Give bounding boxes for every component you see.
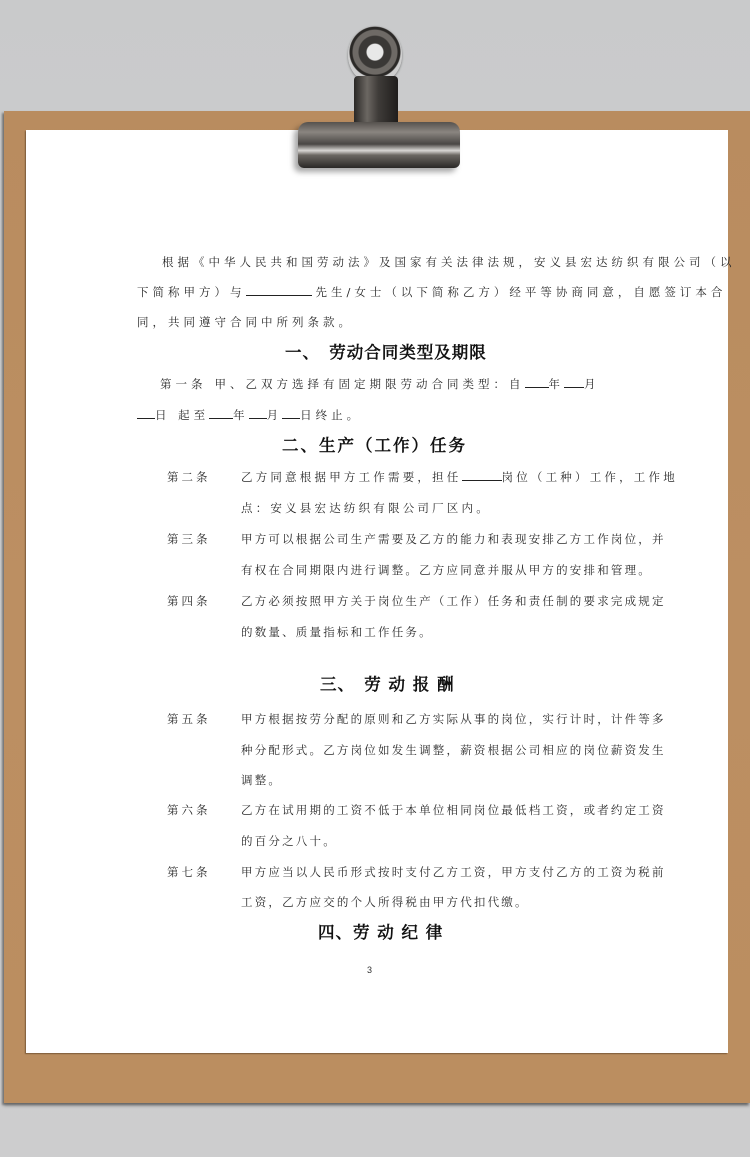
article-3-label: 第三条 [167, 532, 211, 546]
clip-bar [298, 122, 460, 168]
section-heading-2: 二、生产（工作）任务 [282, 436, 467, 455]
position-blank-field[interactable] [462, 469, 502, 481]
intro-line-1: 根据《中华人民共和国劳动法》及国家有关法律法规，安义县宏达纺织有限公司（以 [162, 255, 736, 269]
end-year-blank[interactable] [209, 407, 233, 419]
article-7-line-1: 甲方应当以人民币形式按时支付乙方工资，甲方支付乙方的工资为税前 [241, 865, 666, 879]
article-5-label: 第五条 [167, 712, 211, 726]
intro-line-3: 同，共同遵守合同中所列条款。 [137, 315, 354, 329]
start-day-blank[interactable] [137, 407, 155, 419]
article-3-line-1: 甲方可以根据公司生产需要及乙方的能力和表现安排乙方工作岗位，并 [241, 532, 666, 546]
article-7-line-2: 工资，乙方应交的个人所得税由甲方代扣代缴。 [241, 895, 529, 909]
article-4-label: 第四条 [167, 594, 211, 608]
section-heading-4: 四、劳 动 纪 律 [318, 923, 444, 942]
article-6-line-2: 的百分之八十。 [241, 834, 337, 848]
article-6-line-1: 乙方在试用期的工资不低于本单位相同岗位最低档工资，或者约定工资 [241, 803, 666, 817]
article-4-line-2: 的数量、质量指标和工作任务。 [241, 625, 433, 639]
article-1-text: 甲、乙双方选择有固定期限劳动合同类型：自 [214, 377, 525, 391]
article-2-line-1: 乙方同意根据甲方工作需要，担任 岗位（工种）工作，工作地 [241, 470, 678, 484]
article-1-line-1: 第一条 甲、乙双方选择有固定期限劳动合同类型：自 年 月 [160, 377, 600, 391]
article-1-line-2: 日 起至 年 月 日终止。 [137, 407, 362, 423]
article-5-line-2: 种分配形式。乙方岗位如发生调整，薪资根据公司相应的岗位薪资发生 [241, 743, 666, 757]
article-4-line-1: 乙方必须按照甲方关于岗位生产（工作）任务和责任制的要求完成规定 [241, 594, 666, 608]
page-number: 3 [367, 965, 373, 975]
section-heading-3: 三、 劳 动 报 酬 [320, 675, 455, 694]
binder-clip-icon [296, 22, 466, 172]
end-day-blank[interactable] [282, 407, 300, 419]
intro-line-2 [137, 284, 726, 300]
start-year-blank[interactable] [525, 376, 549, 388]
article-6-label: 第六条 [167, 803, 211, 817]
name-blank-field[interactable] [246, 284, 312, 296]
article-2-line-2: 点：安义县宏达纺织有限公司厂区内。 [241, 501, 491, 515]
end-month-blank[interactable] [249, 407, 267, 419]
article-5-line-1: 甲方根据按劳分配的原则和乙方实际从事的岗位，实行计时，计件等多 [241, 712, 666, 726]
article-2-label: 第二条 [167, 470, 211, 484]
article-5-line-3: 调整。 [241, 773, 283, 787]
start-month-blank[interactable] [564, 376, 584, 388]
article-1-label: 第一条 [160, 377, 207, 391]
section-heading-1: 一、 劳动合同类型及期限 [285, 343, 487, 362]
intro-line-2-after: 先生/女士（以下简称乙方）经平等协商同意，自愿签订本合 [315, 285, 727, 299]
article-7-label: 第七条 [167, 865, 211, 879]
article-3-line-2: 有权在合同期限内进行调整。乙方应同意并服从甲方的安排和管理。 [241, 563, 652, 577]
intro-line-2-before: 下简称甲方）与 [137, 285, 246, 299]
